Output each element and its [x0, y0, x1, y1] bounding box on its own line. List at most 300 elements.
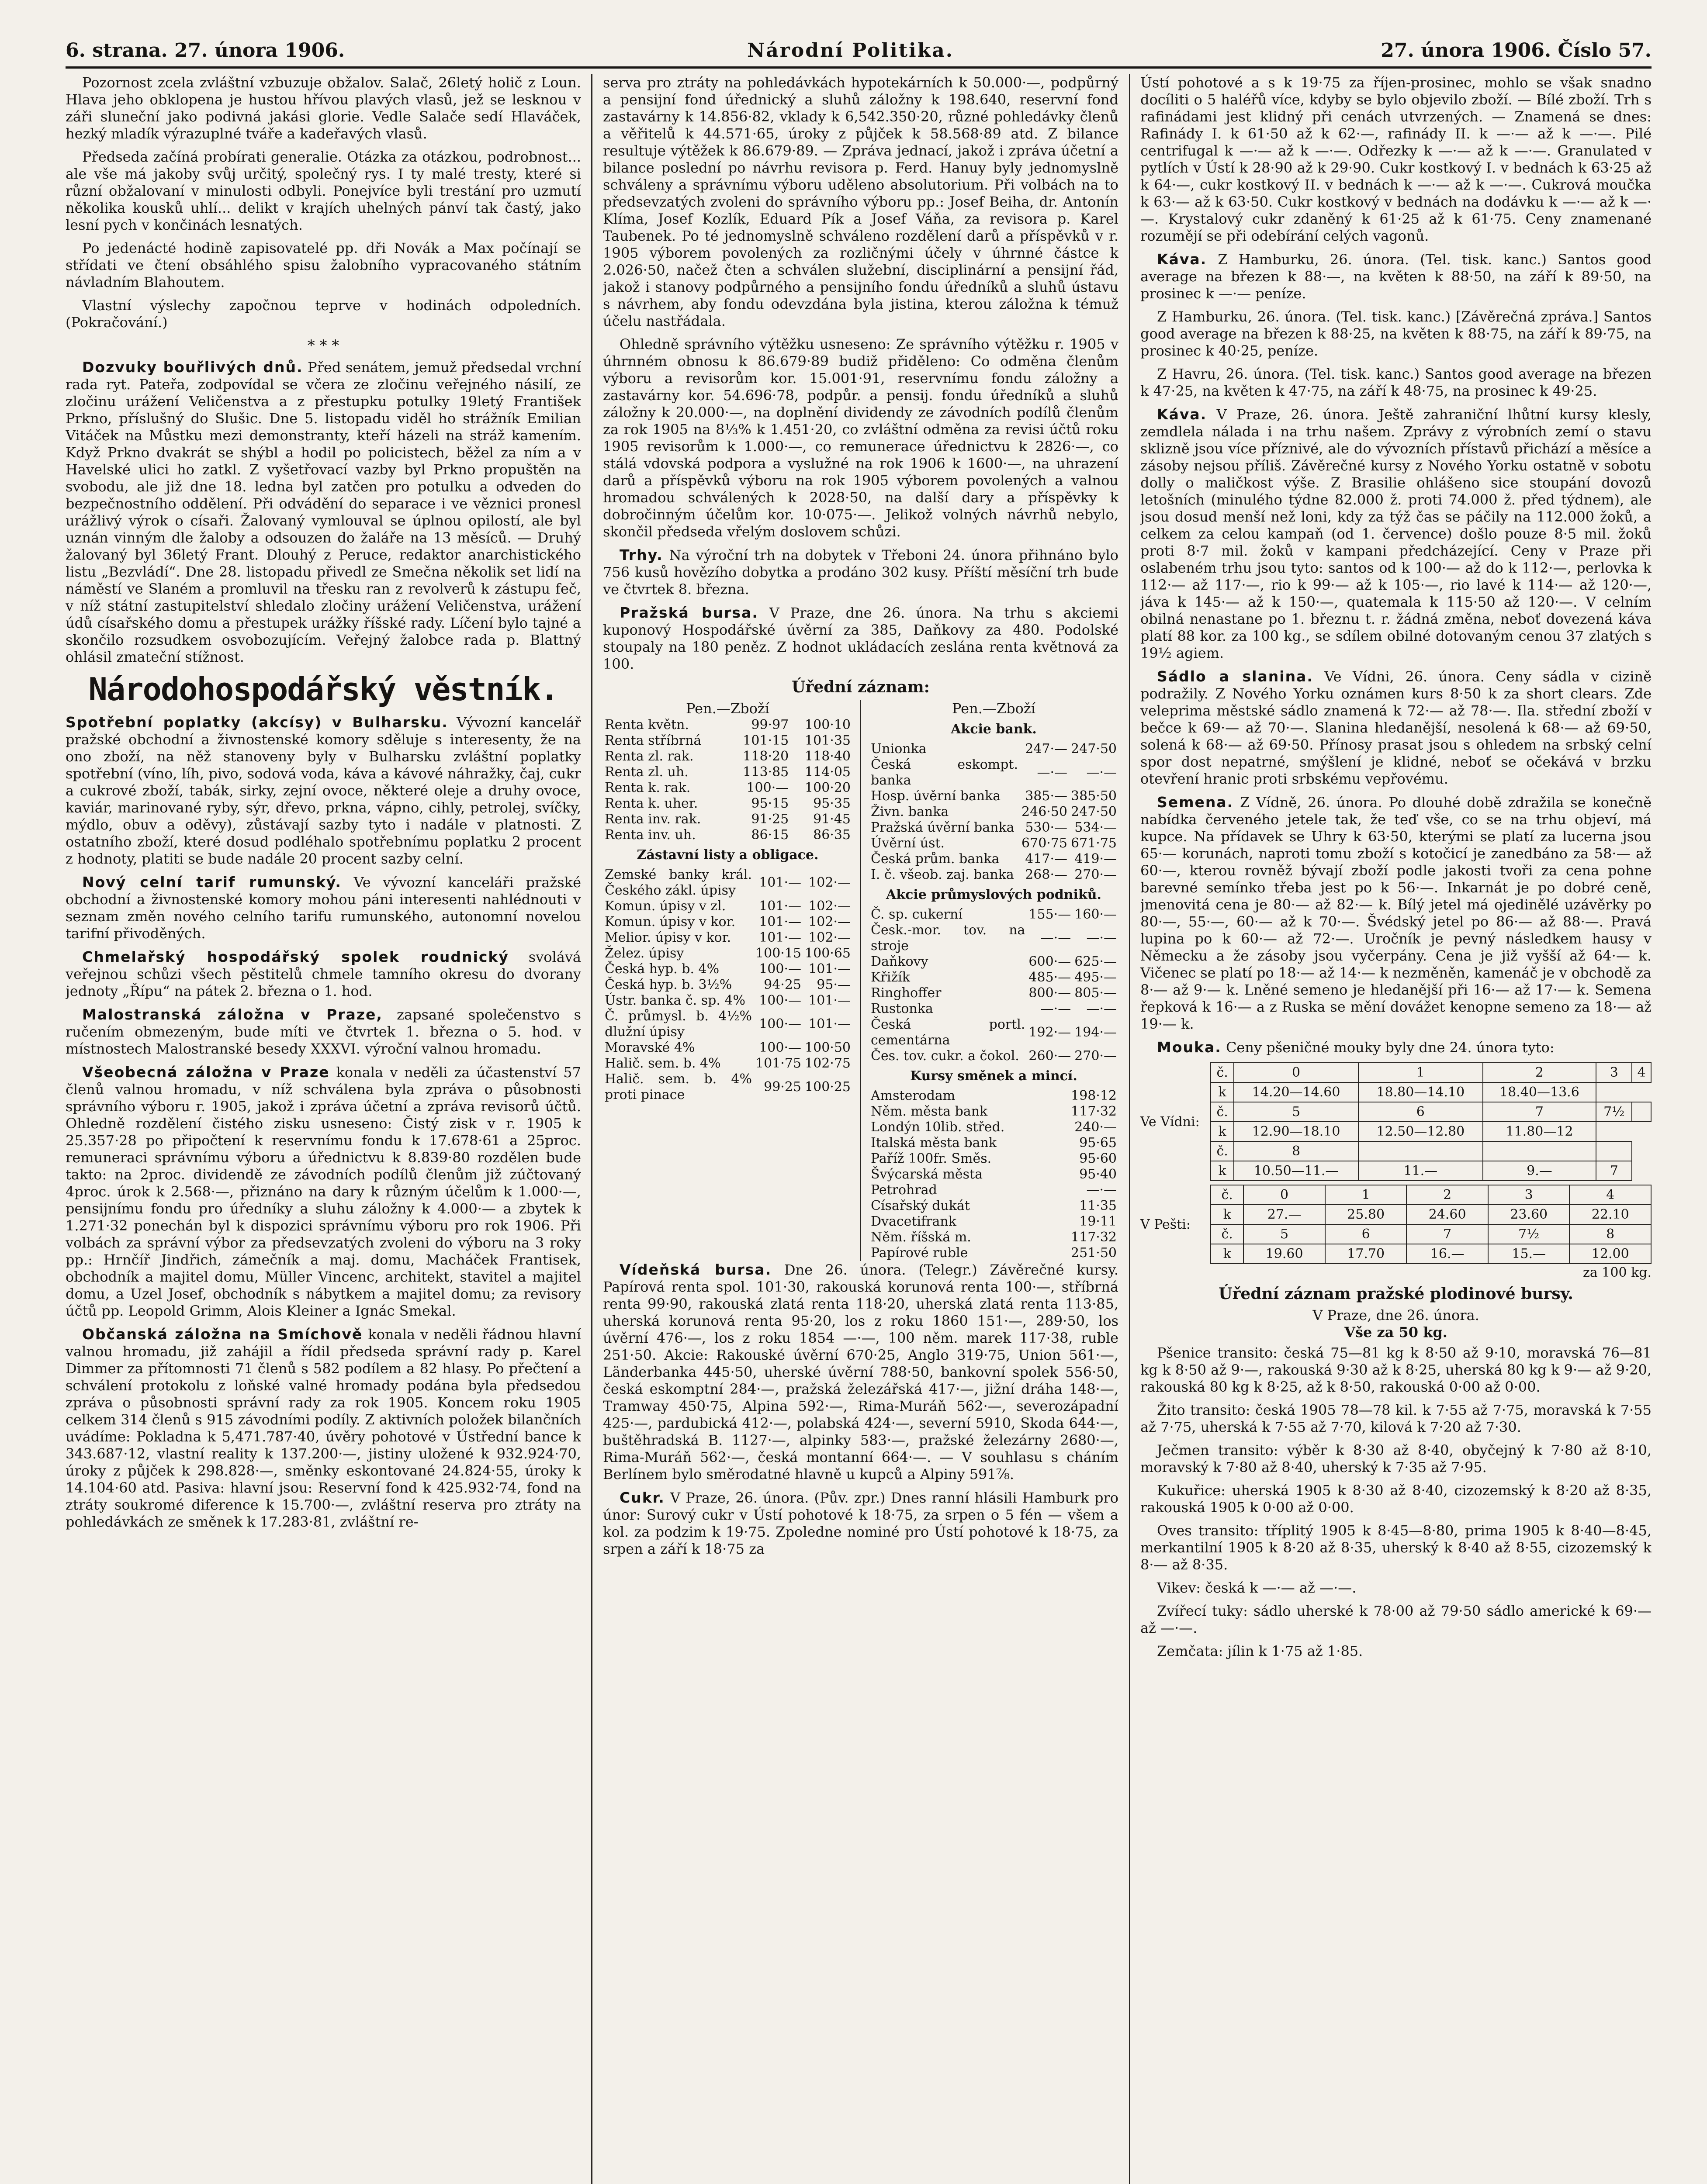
article-title: Malostranská záložna v Praze,	[82, 1006, 383, 1023]
table-cell: Renta k. uher.	[605, 796, 698, 811]
table-cell: 95·35	[813, 796, 851, 811]
table-row	[603, 1071, 852, 1103]
paragraph: Vikev: česká k —·— až —·—.	[1157, 1579, 1357, 1596]
article-body: V Praze, 26. února. Ještě zahraniční lhůtní kursy klesly, zemdlela nálada i na trhu našem. Zprávy z výrobních zemí o stavu sklizně jsou více příznivé, ale do vývozních přístavů přichází a měsíce a zásoby nejsou příliš. Závěrečné kursy z Nového Yorku ostatně v sobotu dolly o maličkost výše. Z Brasilie ohlášeno sice stoupání dovozů letošních (minulého týdne 82.000 ž. proti 74.000 ž. před týdnem), ale jsou dosud menší než loni, kdy za týž čas se páčily na 112.000 žoků, a celkem za celou kampaň (od 1. července) došlo pouze 8·5 mil. žoků proti 8·7 mil. žoků v kampani předcházející. Ceny v Praze při oslabeném trhu jsou tyto: santos od k 100·— až do k 112·—, perlovka k 112·— až 117·—, rio k 99·— až k 105·—, rio lavé k 114·— až 120·—, jáva k 145·— až k 150·—, quatemala k 115·50 až 120·—. V celním obilná nenastane po 1. březnu t. r. žádná změna, neboť dovezená káva platí 88 kor. za 100 kg., se sdílem obilné dotovaným cenou 37 zlatých s 19½ agiem.	[1140, 406, 1652, 661]
table-cell: 102·—	[808, 930, 851, 945]
table-cell	[1596, 1141, 1632, 1161]
table-row	[603, 977, 852, 993]
table-cell: Daňkovy	[871, 954, 928, 969]
table-cell: 2	[1483, 1063, 1596, 1082]
table-cell: 102·—	[808, 875, 851, 890]
subheading: Kursy směnek a mincí.	[910, 1068, 1077, 1084]
table-cell: 155·—	[1028, 907, 1071, 922]
article-title: Nový celní tarif rumunský.	[82, 874, 342, 891]
table-cell: —·—	[1086, 930, 1117, 946]
article-body: svolává veřejnou schůzi všech pěstitelů chmele tamního okresu do dvorany jednoty „Řípu“ na pátek 2. března o 1. hod.	[66, 949, 581, 999]
table-cell: 198·12	[1071, 1088, 1117, 1103]
table-cell: 8	[1234, 1141, 1358, 1161]
paragraph: Zvířecí tuky: sádlo uherské k 78·00 až 79·50 sádlo americké k 69·— až —·—.	[1140, 1603, 1652, 1636]
paragraph: Zemčata: jílin k 1·75 až 1·85.	[1157, 1643, 1363, 1659]
table-row	[1211, 1185, 1651, 1205]
article-body: V Praze, 26. února. (Pův. zpr.) Dnes ranní hlásili Hamburk pro únor: Surový cukr v Ústí pohotové k 18·75, za srpen o 5 fén — všem a kol. za podzim k 19·75. Zpoledne nominé pro Ústí pohotové k 18·75, za srpen a září k 18·75 za	[603, 1489, 1118, 1557]
table-row	[603, 930, 852, 946]
table-row	[869, 1230, 1118, 1245]
table-cell: I. č. všeob. zaj. banka	[871, 867, 1014, 882]
table-cell: Renta stříbrná	[605, 733, 702, 748]
article-body: Před senátem, jemuž předsedal vrchní rada ryt. Pateřa, zodpovídal se včera ze zločinu veřejného násilí, ze zločinu urážení Veličenstva a z přestupku potulky 19letý František Prkno, příslušný do Slušic. Dne 5. listopadu viděl ho strážník Emilian Vitáček na Můstku mezi demonstranty, kteří házeli na stráž kamením. Když Prkno dvakrát se shýbl a hodil po policistech, běžel za ním a v Havelské ulici ho zatkl. Z vyšetřovací vazby byl Prkno propuštěn na svobodu, ale již dne 18. ledna byl zatčen pro potulku a odveden do bezpečnostního oddělení. Při odvádění do separace i ve věznici pronesl urážlivý výrok o císaři. Žalovaný vymlouval se úplnou opilostí, ale byl uznán vinným dle žaloby a odsouzen do žaláře na 13 měsíců. — Druhý žalovaný byl 36letý Frant. Dlouhý z Peruce, redaktor anarchistického listu „Bezvládí“. Dne 28. listopadu přivedl ze Smečna několik set lidí na náměstí ve Slaném a promluvil na třesku ran z revolverů k zástupu feč, v níž státní zastupitelství shledalo zločiny urážení Veličenstva, urážení údů císařského domu a přestupek urážky říšské rady. Líčení bylo tajné a skončilo rozsudkem osvobozujícím. Veřejný žalobce rada p. Blattný ohlásil zmateční stížnost.	[66, 359, 581, 665]
article-body: Na výroční trh na dobytek v Třeboni 24. února přihnáno bylo 756 kusů hovězího dobytka a prodáno 302 kusy. Příští měsíční trh bude ve čtvrtek 8. března.	[603, 547, 1118, 598]
section-title: Národohospodářský věstník.	[88, 671, 558, 708]
table-cell: 9.—	[1483, 1161, 1596, 1181]
table-cell: 240·—	[1074, 1120, 1117, 1135]
article-malostr	[66, 1006, 581, 1057]
article-viden	[603, 1261, 1118, 1483]
article-kava2	[1140, 406, 1652, 662]
table-cell: Zemské banky král. Českého zákl. úpisy	[605, 867, 752, 898]
column-3	[1140, 74, 1652, 2184]
table-cell: 625·—	[1074, 954, 1117, 969]
table-cell: Ringhoffer	[871, 985, 942, 1001]
table-cell: Úvěrní úst.	[871, 836, 945, 851]
table-row	[869, 985, 1118, 1001]
table-cell: Renta inv. rak.	[605, 812, 701, 827]
table-cell: Petrohrad	[871, 1182, 937, 1198]
table-cell: 24.60	[1406, 1205, 1488, 1224]
table-cell: —·—	[1037, 765, 1068, 780]
table-cell: Renta k. rak.	[605, 780, 691, 795]
subheading: Akcie bank.	[951, 722, 1037, 737]
table-cell: Císařský dukát	[871, 1198, 970, 1213]
table-cell: 101·—	[759, 875, 802, 890]
table-cell: 118·40	[805, 749, 851, 764]
paragraph: Ohledně správního výtěžku usneseno: Ze správního výtěžku r. 1905 v úhrnném obnosu k 86.679·89 budiž přiděleno: Co odměna členům výboru a revisorům kor. 15.001·91, reservnímu fondu záložny a zastavárny kor. 54.696·78, podpůr. a pensij. fondu úředníků a sluhů záložny k 20.000·—, na doplnění dividendy ze závodních podílů členům za rok 1905 na 8⅓% k 1.451·20, co zvláštní odměna za revisi účtů roku 1905 revisorům k 1.000·—, co remunerace úřednictvu k 2826·—, co stálá vdovská podpora a vyslužné na rok 1906 k 1600·—, na uhrazení darů a příspěvků výboru na rok 1905 výborem povolených a valnou hromadou schválených k 2028·50, na další dary a příspěvky k dobročinným účelům kor. 10·075·—. Jelikož volných návrhů nebylo, skončil předseda vřelým doslovem schůzi.	[603, 336, 1118, 540]
table-cell: Papírové ruble	[871, 1245, 968, 1261]
table-cell: Rustonka	[871, 1001, 933, 1016]
table-row	[1211, 1102, 1651, 1122]
table-cell: 99·97	[751, 717, 789, 733]
table-row	[869, 741, 1118, 757]
table-cell: 100·—	[746, 780, 789, 795]
table-row	[1211, 1205, 1651, 1224]
table-cell: 2	[1406, 1185, 1488, 1205]
table-cell: č.	[1211, 1224, 1243, 1244]
unit-note: za 100 kg.	[1583, 1265, 1652, 1280]
table-row	[869, 1017, 1118, 1048]
table-cell: 12.50—12.80	[1358, 1122, 1483, 1141]
table-cell: 91·25	[751, 812, 789, 827]
table-cell: k	[1211, 1082, 1234, 1102]
table-cell: Paříž 100fr. Směs.	[871, 1151, 992, 1166]
article-body: Ve vývozní kanceláři pražské obchodní a živnostenské komory mohou páni interesenti nahlédnouti v seznam změn nového celního tarifu rumunského, autonomní novelou tarifní přivoděných.	[66, 874, 581, 942]
table-row	[869, 954, 1118, 970]
article-title: Trhy.	[620, 546, 663, 563]
table-cell: 118·20	[743, 749, 789, 764]
mouka-pest	[1140, 1185, 1652, 1264]
table-cell: 1	[1325, 1185, 1407, 1205]
table-cell: 192·—	[1028, 1025, 1071, 1040]
table-cell: 100·15	[755, 946, 802, 961]
table-cell: Halič. sem. b. 4%	[605, 1056, 721, 1071]
table-cell: 530·—	[1025, 820, 1068, 835]
article-cukr	[603, 1489, 1118, 1558]
table-cell: 100·65	[805, 946, 851, 961]
table-cell: k	[1211, 1205, 1243, 1224]
table-row	[869, 851, 1118, 867]
table-cell: Česká hyp. b. 3½%	[605, 977, 732, 992]
table-row	[603, 898, 852, 914]
table-cell: k	[1211, 1122, 1234, 1141]
article-body: V Praze, dne 26. února. Na trhu s akciemi kuponový Hospodářské úvěrní za 385, Daňkovy za 480. Podolské stoupaly na 180 peněz. Z hodnot ukládacích zeslána renta květnová za 100.	[603, 605, 1118, 672]
table-cell: 251·50	[1071, 1245, 1117, 1261]
table-row	[603, 867, 852, 898]
table-cell: 7	[1483, 1102, 1596, 1122]
table-cell: Česká prům. banka	[871, 851, 1000, 867]
article-body: konala v neděli řádnou hlavní valnou hromadu, již zahájil a řídil předseda správní rady p. Karel Dimmer za přítomnosti 71 členů s 582 podílem a 82 hlasy. Po přečtení a schválení protokolu z loňské valné hromady podána byla předsedou zpráva o působnosti správní rady za rok 1905. Koncem roku 1905 celkem 314 členů s 915 závodními podíly. Z aktivních položek bilančních uvádíme: Pokladna k 5,471.787·40, úvěry pohotové v Ústřední bance k 343.687·12, vlastní reality k 137.200·—, jistiny uložené k 932.924·70, úroky z půjček k 298.828·—, směnky eskontované 24.824·55, úroky k 14.104·60 atd. Pasiva: hlavní jsou: Reservní fond k 425.932·74, fond na ztráty soukromé diference k 15.700·—, zvláštní reserva pro ztráty na pohledávkách ze směnek k 17.283·81, zvláštní re-	[66, 1326, 581, 1530]
akcie-table	[869, 741, 1118, 883]
article-title: Káva.	[1157, 251, 1207, 268]
column-rule	[591, 74, 592, 2184]
article-body: Dne 26. února. (Telegr.) Závěrečné kursy. Papírová renta spol. 101·30, rakouská korunová renta 100·—, stříbrná renta 99·90, rakouská zlatá renta 118·20, uherská zlatá renta 113·85, uherská korunová renta 95·20, los z roku 1860 151·—, 289·50, los úvěrní 476·—, los z roku 1854 —·—, 100 něm. marek 117·38, ruble 251·50. Akcie: Rakouské úvěrní 670·25, Anglo 319·75, Union 561·—, Länderbanka 445·50, uherské úvěrní 788·50, bankovní spolek 556·50, česká eskomptní 284·—, pražská železářská 417·—, jižní dráha 148·—, Tramway 450·75, Alpina 592·—, Rima-Muráň 562·—, severozápadní 425·—, pardubická 412·—, polabská 424·—, severní 5910, Skoda 644·—, buštěhradská B. 1127·—, alpinky 583·—, pražské železárny 2680·—, Rima-Muráň 562·—, česká montanní 664·—. — V souhlasu s cháním Berlínem bylo směrodatné hlavně u kupců a Alpiny 591⅞.	[603, 1261, 1118, 1482]
table-cell: 11.—	[1358, 1161, 1483, 1181]
table-row	[603, 1040, 852, 1056]
table-cell: Č. sp. cukerní	[871, 907, 963, 922]
table-cell: 117·32	[1071, 1230, 1117, 1245]
article-title: Všeobecná záložna v Praze	[82, 1064, 330, 1081]
mouka-wien-grid	[1210, 1062, 1652, 1181]
table-cell: Želez. úpisy	[605, 946, 684, 961]
table-row	[603, 796, 852, 812]
city-label: Ve Vídni:	[1140, 1114, 1200, 1130]
article-title: Pražská bursa.	[620, 604, 758, 621]
zastavni-table	[603, 867, 852, 1103]
table-cell: 4	[1632, 1063, 1651, 1082]
article-title: Dozvuky bouřlivých dnů.	[82, 359, 303, 376]
table-cell: 6	[1358, 1102, 1483, 1122]
table-cell: 102·75	[805, 1056, 851, 1071]
table-cell: 101·75	[755, 1056, 802, 1071]
table-row	[869, 1135, 1118, 1151]
article-title: Cukr.	[620, 1489, 665, 1506]
quote-box-title: Úřední záznam:	[792, 678, 930, 696]
table-cell: 268·—	[1025, 867, 1068, 882]
table-cell: 0	[1243, 1185, 1325, 1205]
article-title: Sádlo a slanina.	[1157, 668, 1313, 685]
table-cell: 94·25	[764, 977, 802, 992]
table-cell: 19·11	[1079, 1214, 1117, 1229]
table-row	[869, 1088, 1118, 1104]
table-cell: 4	[1569, 1185, 1651, 1205]
table-cell: Něm. říšská m.	[871, 1230, 971, 1245]
table-cell: Unionka	[871, 741, 927, 757]
table-cell: 5	[1243, 1224, 1325, 1244]
paragraph: Ječmen transito: výběr k 8·30 až 8·40, obyčejný k 7·80 až 8·10, moravský k 7·80 až 8·40, uherský k 7·35 až 7·95.	[1140, 1442, 1652, 1476]
table-cell: 95·65	[1079, 1135, 1117, 1151]
table-cell: 101·—	[759, 930, 802, 945]
table-cell: 670·75	[1021, 836, 1068, 851]
table-cell: 8	[1569, 1224, 1651, 1244]
table-cell: Komun. úpisy v zl.	[605, 898, 726, 914]
table-cell: Renta zl. rak.	[605, 749, 694, 764]
table-cell	[1358, 1141, 1483, 1161]
mouka-pest-grid	[1210, 1185, 1652, 1264]
table-row	[1211, 1161, 1651, 1181]
article-mouka	[1140, 1039, 1652, 1056]
table-cell: Něm. města bank	[871, 1104, 988, 1119]
table-cell: 495·—	[1074, 970, 1117, 985]
quote-right	[869, 700, 1118, 1261]
renta-table	[603, 717, 852, 843]
article-title: Spotřební poplatky (akcísy) v Bulharsku.	[66, 714, 448, 731]
table-cell: 100·—	[759, 1040, 802, 1055]
table-cell: 270·—	[1074, 1048, 1117, 1064]
kursy-table	[869, 1088, 1118, 1261]
table-cell: —·—	[1040, 1001, 1071, 1016]
table-cell: 246·50	[1021, 804, 1068, 819]
table-cell: 22.10	[1569, 1205, 1651, 1224]
table-cell: Křižík	[871, 970, 910, 985]
paragraph: Pšenice transito: česká 75—81 kg k 8·50 až 9·10, moravská 76—81 kg k 8·50 až 9·—, rakouská 9·30 až k 8·25, uherská 80 kg k 9·— až 9·20, rakouská 80 kg k 8·25, až k 8·50, rakouská 0·00 až 0·00.	[1140, 1344, 1652, 1395]
table-cell: č.	[1211, 1141, 1234, 1161]
table-cell: 101·35	[805, 733, 851, 748]
article-spotrebni	[66, 714, 581, 867]
paragraph: Z Havru, 26. února. (Tel. tisk. kanc.) Santos good average na březen k 47·25, na květen k 47·75, na září k 48·75, na prosinec k 49·25.	[1140, 366, 1652, 399]
table-cell: 671·75	[1071, 836, 1117, 851]
table-cell: 100·20	[805, 780, 851, 795]
table-cell: 11·35	[1079, 1198, 1117, 1213]
header-page-date: 6. strana. 27. února 1906.	[66, 39, 345, 62]
table-row	[603, 717, 852, 733]
table-cell: 805·—	[1074, 985, 1117, 1001]
table-row	[869, 804, 1118, 820]
table-row	[603, 780, 852, 796]
table-cell: Renta inv. uh.	[605, 827, 696, 843]
article-body: Z Hamburku, 26. února. (Tel. tisk. kanc.) Santos good average na březen k 88·—, na květen k 88·50, na září k 89·50, na prosinec k —·— peníze.	[1140, 251, 1652, 302]
table-cell: 3	[1596, 1063, 1632, 1082]
table-row	[869, 923, 1118, 954]
table-cell: 91·45	[813, 812, 851, 827]
article-semena	[1140, 794, 1652, 1033]
table-cell: Halič. sem. b. 4% proti pinace	[605, 1071, 752, 1102]
table-row	[1211, 1063, 1651, 1082]
table-cell: 101·—	[808, 1016, 851, 1032]
table-cell: 14.20—14.60	[1234, 1082, 1358, 1102]
table-cell: 11.80—12	[1483, 1122, 1596, 1141]
table-cell: 23.60	[1488, 1205, 1570, 1224]
table-cell: Ústr. banka č. sp. 4%	[605, 993, 746, 1008]
column-head: Pen.—Zboží	[952, 700, 1035, 717]
table-row	[869, 1214, 1118, 1230]
table-row	[1211, 1141, 1651, 1161]
paragraph: Pozornost zcela zvláštní vzbuzuje obžalov. Salač, 26letý holič z Loun. Hlava jeho obklopena je hustou hřívou plavých vlasů, jež se lesknou v záři sluneční jako podivná jakási glorie. Vedle Salače sedí Hlaváček, hezký mladík výrazuplné tváře a kadeřavých vlasů.	[66, 74, 581, 142]
table-row	[603, 946, 852, 961]
table-cell: Komun. úpisy v kor.	[605, 914, 736, 930]
table-cell: 86·35	[813, 827, 851, 843]
table-cell: 100·—	[759, 961, 802, 977]
table-cell: Švýcarská města	[871, 1167, 983, 1182]
table-cell	[1483, 1141, 1596, 1161]
table-cell: 160·—	[1074, 907, 1117, 922]
paragraph: Z Hamburku, 26. února. (Tel. tisk. kanc.) [Závěrečná zpráva.] Santos good average na březen k 88·25, na květen k 88·75, na září k 89·75, na prosinec k 40·25, peníze.	[1140, 308, 1652, 359]
table-cell: Londýn 10lib. střed.	[871, 1120, 1005, 1135]
table-cell: 0	[1234, 1063, 1358, 1082]
table-cell: 247·50	[1071, 804, 1117, 819]
paragraph: Žito transito: česká 1905 78—78 kil. k 7·55 až 7·75, moravská k 7·55 až 7·75, uherská k 7·55 až 7·70, kilová k 7·20 až 7·30.	[1140, 1402, 1652, 1435]
article-chmel	[66, 948, 581, 1000]
paragraph: Po jedenácté hodině zapisovatelé pp. dři Novák a Max počínají se střídati ve čtení obsáhlého spisu žalobního vypracovaného státním návladním Blahoutem.	[66, 240, 581, 290]
table-row	[869, 867, 1118, 883]
table-cell: —·—	[1086, 765, 1117, 780]
table-cell: Renta květn.	[605, 717, 689, 733]
article-body: Vývozní kancelář pražské obchodní a živnostenské komory sděluje s interesenty, že na ono zboží, na něž stanoveny byly v Bulharsku zvláštní poplatky spotřební (víno, líh, pivo, sodová voda, káva a kávové náhražky, čaj, cukr a cukrové zboží, tabák, sirky, zejní ovoce, některé oleje a druhy ovoce, kaviár, marinované ryby, sýr, dřevo, prkna, vápno, cihly, petrolej, svíčky, mýdlo, obuv a oděvy), zůstávají sazby tyto i nadále v platnosti. Z ostatního zboží, které dosud podléhalo spotřebnímu poplatku 2 procent z hodnoty, platiti se bude nadále 20 procent sazby celní.	[66, 714, 581, 867]
table-row	[603, 749, 852, 764]
table-cell: 194·—	[1074, 1025, 1117, 1040]
table-cell: 101·—	[759, 914, 802, 930]
table-row	[1211, 1122, 1651, 1141]
table-cell: 260·—	[1028, 1048, 1071, 1064]
table-cell	[1632, 1102, 1651, 1122]
table-cell: Česk.-mor. tov. na stroje	[871, 923, 1025, 954]
table-cell: 99·25	[764, 1079, 802, 1095]
table-cell: 100·10	[805, 717, 851, 733]
table-cell: 385·—	[1025, 788, 1068, 804]
table-cell: k	[1211, 1244, 1243, 1264]
exchange-title: Úřední záznam pražské plodinové bursy.	[1219, 1285, 1573, 1303]
separator-stars: * * *	[307, 337, 339, 354]
table-cell: Živn. banka	[871, 804, 949, 819]
mouka-wien	[1140, 1062, 1652, 1181]
article-title: Semena.	[1157, 794, 1234, 811]
table-cell: 600·—	[1028, 954, 1071, 969]
table-cell: 3	[1488, 1185, 1570, 1205]
table-row	[1211, 1224, 1651, 1244]
article-title: Káva.	[1157, 406, 1207, 423]
table-cell: 95·15	[751, 796, 789, 811]
table-cell: č.	[1211, 1102, 1234, 1122]
table-cell: Hosp. úvěrní banka	[871, 788, 1001, 804]
table-row	[603, 827, 852, 843]
city-label: V Pešti:	[1140, 1216, 1191, 1232]
table-cell: 27.—	[1243, 1205, 1325, 1224]
table-cell: 101·15	[743, 733, 789, 748]
table-row	[869, 788, 1118, 804]
paragraph: Předseda začíná probírati generalie. Otázka za otázkou, podrobnost... ale vše má jakoby svůj určitý, společný rys. I ty malé tresty, které si různí obžalovaní v minulosti odbyli. Ponejvíce byli trestání pro uzmutí několika kousků uhlí... delikt v krajích uhelných pánví tak častý, jako lesní pych v končinách lesnatých.	[66, 149, 581, 233]
column-head: Pen.—Zboží	[686, 700, 769, 717]
table-cell: Amsterodam	[871, 1088, 956, 1103]
table-cell: Česká eskompt. banka	[871, 757, 1018, 788]
article-body: Z Vídně, 26. února. Po dlouhé době zdražila se konečně nabídka červeného jetele tak, že teď vše, co se na trhu objeví, má kupce. Na přídavek se Uhry k 63·50, kterými se platí za lucerna jsou 65·— korunách, naproti tomu zboží s kotočicí je zanedbáno za 58·— až 60·—, kterou rovněž bývají zboží podle jakosti tvoři za cena pohne barevné semínko třeba jest po k 56·—. Inkarnát je po dobré ceně, jmenovitá cena je 80·— až 82·— k. Bílý jetel má ojedinělé uzávěrky po 80·—, 55·—, 60·— až k 70·—. Švédský jetel po 86·— až 88·—. Pravá lupina po k 60·— až 72·—. Uročník je pevný následkem hausy v Německu a že zásoby jsou vyčerpány. Cena je již vyšší až 64·— k. Vičenec se platí po 18·— až 14·— k nezměněn, kamenáč je v obchodě za 8·— až 9·— k. Lněné semeno je hledanější při 16·— až 17·— k. Semena řepková k 16·— a z Ruska se mění dovážet kenopne semeno za 18·— až 19·— k.	[1140, 794, 1652, 1032]
table-cell: 101·—	[808, 961, 851, 977]
table-cell: 18.40—13.6	[1483, 1082, 1596, 1102]
table-cell: 7½	[1596, 1102, 1632, 1122]
article-obcanska	[66, 1326, 581, 1531]
table-cell: 12.00	[1569, 1244, 1651, 1264]
article-dozvuky	[66, 359, 581, 666]
column-rule	[1129, 74, 1130, 2184]
table-cell: 17.70	[1325, 1244, 1407, 1264]
table-row	[869, 907, 1118, 923]
table-row	[869, 1104, 1118, 1120]
quote-left	[603, 700, 852, 1261]
table-row	[869, 1151, 1118, 1167]
table-cell: 247·50	[1071, 741, 1117, 757]
table-cell: Pražská úvěrní banka	[871, 820, 1015, 835]
table-cell: 485·—	[1028, 970, 1071, 985]
table-row	[603, 733, 852, 749]
column-2	[603, 74, 1118, 2184]
article-trhy	[603, 546, 1118, 598]
table-cell: 86·15	[751, 827, 789, 843]
exchange-unit: Vše za 50 kg.	[1344, 1324, 1447, 1341]
table-cell: Č. průmysl. b. 4½% dlužní úpisy	[605, 1009, 752, 1040]
subheading: Zástavní listy a obligace.	[637, 847, 819, 863]
article-title: Občanská záložna na Smíchově	[82, 1326, 363, 1343]
article-body: Ceny pšeničné mouky byly dne 24. února tyto:	[1226, 1039, 1555, 1056]
table-cell: 18.80—14.10	[1358, 1082, 1483, 1102]
article-vseob	[66, 1064, 581, 1320]
table-cell: 95·—	[817, 977, 851, 992]
table-row	[603, 914, 852, 930]
subheading: Akcie průmyslových podniků.	[886, 887, 1101, 902]
table-cell: 113·85	[743, 764, 789, 780]
table-cell: Renta zl. uh.	[605, 764, 689, 780]
table-cell: 19.60	[1243, 1244, 1325, 1264]
table-cell: —·—	[1040, 930, 1071, 946]
table-cell: Česká hyp. b. 4%	[605, 961, 720, 977]
article-sadlo	[1140, 668, 1652, 788]
table-cell: Moravské 4%	[605, 1040, 695, 1055]
table-cell: 15.—	[1488, 1244, 1570, 1264]
paragraph: Vlastní výslechy započnou teprve v hodinách odpoledních. (Pokračování.)	[66, 297, 581, 331]
table-cell: Čes. tov. cukr. a čokol.	[871, 1048, 1019, 1064]
paragraph: Kukuřice: uherská 1905 k 8·30 až 8·40, cizozemský k 8·20 až 8·35, rakouská 1905 k 0·00 až 0·00.	[1140, 1482, 1652, 1516]
table-cell: 10.50—11.—	[1234, 1161, 1358, 1181]
table-cell: 100·—	[759, 993, 802, 1008]
table-row	[869, 836, 1118, 851]
table-row	[869, 1120, 1118, 1135]
table-row	[869, 1245, 1118, 1261]
table-row	[1211, 1244, 1651, 1264]
table-cell: 100·25	[805, 1079, 851, 1095]
table-cell: Česká portl. cementárna	[871, 1017, 1025, 1048]
table-cell: Italská města bank	[871, 1135, 997, 1151]
table-cell: 800·—	[1028, 985, 1071, 1001]
table-cell: Melior. úpisy v kor.	[605, 930, 731, 945]
table-cell: 7½	[1488, 1224, 1570, 1244]
table-cell: k	[1211, 1161, 1234, 1181]
article-body: zapsané společenstvo s ručením obmezeným, bude míti ve čtvrtek 1. března o 5. hod. v místnostech Malostranské besedy XXXVI. výroční valnou hromadu.	[66, 1006, 581, 1057]
table-row	[603, 961, 852, 977]
table-row	[869, 757, 1118, 788]
table-cell: 16.—	[1406, 1244, 1488, 1264]
table-cell: 95·40	[1079, 1167, 1117, 1182]
article-title: Chmelařský hospodářský spolek roudnický	[82, 948, 509, 965]
table-cell: 534·—	[1074, 820, 1117, 835]
table-row	[869, 1198, 1118, 1214]
article-title: Mouka.	[1157, 1039, 1222, 1056]
table-cell: 117·32	[1071, 1104, 1117, 1119]
article-body: Ve Vídni, 26. února. Ceny sádla v cizině podražily. Z Nového Yorku oznámen kurs 8·50 k za short clears. Zde veleprima městské sádlo znamená k 72·— až 78·—. Ila. střední zboží v bečce k 69·— až 70·—. Slanina hledanější, nesolená k 68·— až 69·50, solená k 68·— až 69·50. Přínosy prasat jsou s ohledem na srbský celní spor dost nepatrné, smýšlení je klidné, neboť se očekává v brzku otevření hranic proti srbskému vepřovému.	[1140, 668, 1652, 787]
table-cell: č.	[1211, 1185, 1243, 1205]
table-cell: 419·—	[1074, 851, 1117, 867]
column-1	[66, 74, 581, 2184]
prumysl-table	[869, 907, 1118, 1064]
table-cell: 270·—	[1074, 867, 1117, 882]
article-body: konala v neděli za účastenství 57 členů valnou hromadu, v níž schválena byla zpráva o působnosti správního výboru r. 1905, jakož i zpráva účetní a zpráva revisorů účtů. Ohledně rozdělení čistého zisku usneseno: Čistý zisk v r. 1905 k 25.357·28 po připočtení k reservnímu fondu k 17.678·61 a 25proc. remuneraci správnímu výboru a úřednictvu k 8.839·80 rozdělen bude takto: na 2proc. dividendě ze závodních podílů členům již zúčtovaný 4proc. úrok k 2.568·—, přiznáno na dary k různým účelům k 1.000·—, pensijnímu fondu pro úředníky a sluhu záložny k 4.000·— a zbytek k 1.271·32 ponechán byl k dispozici správnímu výboru pro rok 1906. Při volbách za správní výbor za předsevzatých zvoleni do výboru na 3 roky pp.: Hrnčíř Jindřich, zámečník a maj. domu, Macháček Frantisek, obchodník a majitel domu, Müller Vincenc, architekt, stavitel a majitel domu, a Uzel Josef, obchodník s nábytkem a majitel domu; za revisory účtů pp. Leopold Grimm, Alois Kleiner a Ignác Smekal.	[66, 1064, 581, 1319]
table-cell: 101·—	[808, 993, 851, 1008]
table-cell: 102·—	[808, 914, 851, 930]
article-title: Vídeňská bursa.	[620, 1261, 772, 1278]
exchange-date: V Praze, dne 26. února.	[1312, 1307, 1479, 1324]
